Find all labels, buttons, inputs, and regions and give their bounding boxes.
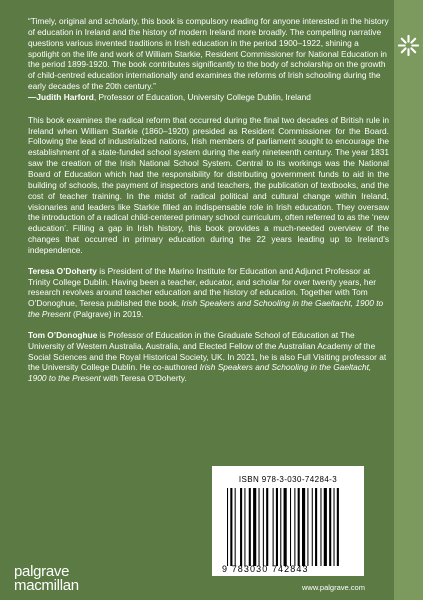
barcode-bar [334,488,335,566]
barcode-bar [329,488,331,566]
isbn-label: ISBN 978-3-030-74284-3 [238,475,338,484]
barcode-bar [280,488,281,566]
barcode-bar [294,488,295,566]
barcode-bar [284,488,287,566]
barcode-bar [315,488,317,566]
author-name: Teresa O’Doherty [28,265,97,276]
quote-text: “Timely, original and scholarly, this book is compulsory reading for anyone interested in the history of education in Ireland and the history of modern Ireland more broadly. The compelling narrative questions various invented traditions in Irish education in the period 1900–1922, shining a spotlight on the life and work of William Starkie, Resident Commissioner for National Education in the period 1899-1920. The book contributes significantly to the body of scholarship on the growth of child-centred education internationally and examines the reforms of Irish schooling during the early decades of the 20th century.” [28,16,389,92]
barcode-bar [302,488,305,566]
barcode-icon [226,488,351,566]
quote-attribution [28,92,389,103]
book-description: This book examines the radical reform that occurred during the final two decades of British rule in Ireland when William Starkie (1860–1920) presided as Resident Commissioner for the Board. Following the lead of industrialized nations, Irish members of parliament sought to encourage the establishment of a state-funded school system during the early nineteenth century. The year 1831 saw the creation of the Irish National School System. Central to its workings was the National Board of Education which had the responsibility for distributing government funds to aid in the building of schools, the payment of inspectors and teachers, the publication of textbooks, and the cost of teacher training. In the midst of radical political and cultural change within Ireland, visionaries and leaders like Starkie filled an indispensable role in Irish education. They oversaw the introduction of a radical child-centered primary school curriculum, often referred to as the ‘new education’. Filling a gap in Irish history, this book provides a much-needed overview of the changes that occurred in primary education during the 22 years leading up to Ireland’s independence. [28,114,389,255]
barcode-bar [244,488,245,566]
palgrave-starburst-icon [397,34,420,57]
barcode-bar [276,488,278,566]
barcode-bar [307,488,308,566]
bio-text: is President of the Marino Institute for Education and Adjunct Professor at Trinity College Dublin. Having been a teacher, educator, and scholar for over twenty years, her research revolves around teacher education and the history of education. Together with Tom O’Donoghue, Teresa published the book, [28,265,376,309]
author-name: Tom O’Donoghue [28,329,98,340]
publisher-url: www.palgrave.com [302,583,365,592]
barcode-bar [324,488,327,566]
bio-text: with Teresa O’Doherty. [100,373,187,384]
book-title: Irish Speakers and Schooling in the Gaeltacht, 1900 to the Present [28,298,384,320]
endorsement-quote [28,16,389,103]
barcode-bar [240,488,242,566]
barcode-bar [249,488,251,566]
bio-text: (Palgrave) in 2019. [70,309,144,320]
author-bio-tom [28,330,389,384]
barcode-bar [259,488,260,566]
palgrave-macmillan-logo [14,565,79,593]
barcode-bar [263,488,264,566]
barcode-bar [320,488,321,566]
barcode-bar [312,488,313,566]
quote-author: —Judith Harford [28,91,94,102]
barcode-bar [290,488,291,566]
barcode-bar [273,488,274,566]
quote-affiliation: , Professor of Education, University College Dublin, Ireland [93,91,311,102]
barcode-bar [253,488,256,566]
barcode-bar [298,488,300,566]
author-bio-teresa [28,266,389,320]
barcode-bar [266,488,268,566]
barcode-digits: 9 783030 742843 [222,564,309,574]
logo-line-macmillan: macmillan [14,577,79,594]
bio-text: is Professor of Education in the Graduate School of Education at The University of Western Australia, Australia, and Elected Fellow of the Australian Academy of the Social Sciences and the Royal Historical Society, UK. In 2021, he is also Full Visiting professor at the University College Dublin. He co-authored [28,329,387,373]
barcode-bar [337,488,339,566]
logo-line-palgrave: palgrave [14,563,70,580]
back-cover-text [28,16,389,394]
barcode-bar [235,488,236,566]
spine-strip [394,0,423,600]
barcode-bar [227,488,228,566]
barcode-box [212,466,364,576]
book-title: Irish Speakers and Schooling in the Gaeltacht, 1900 to the Present [28,362,372,384]
barcode-bar [230,488,232,566]
